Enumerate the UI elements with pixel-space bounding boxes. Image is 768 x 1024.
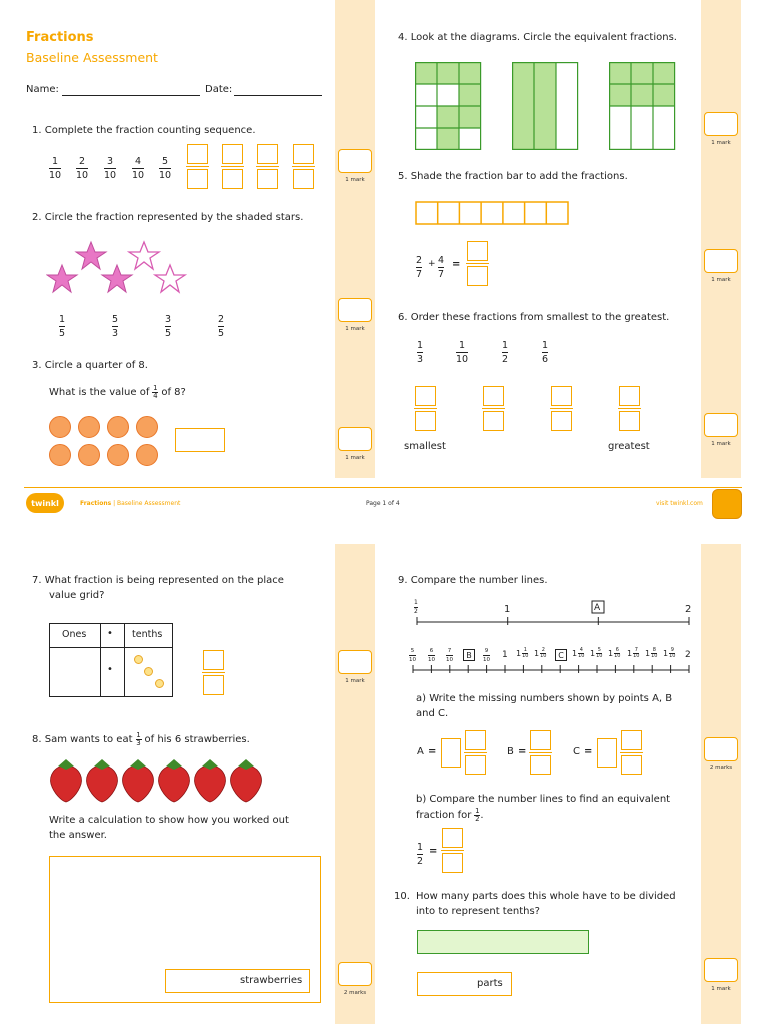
mark-label-q2: 1 mark bbox=[345, 326, 365, 332]
denominator: 4 bbox=[153, 392, 158, 400]
q9b-answer-fraction[interactable] bbox=[441, 828, 464, 873]
q1-answer-fraction-4[interactable] bbox=[292, 144, 315, 189]
question-10-text-line1: How many parts does this whole have to be divided bbox=[416, 891, 676, 902]
twinkl-logo-text: twinkl bbox=[31, 498, 59, 508]
numerator: 1 bbox=[52, 156, 59, 167]
q1-fraction-1 bbox=[49, 156, 61, 181]
mark-box-q3[interactable] bbox=[338, 427, 372, 451]
mark-box-q7[interactable] bbox=[338, 650, 372, 674]
denominator: 10 bbox=[76, 170, 89, 181]
answer-a-whole-box[interactable] bbox=[441, 738, 461, 768]
nl2-label-14 bbox=[645, 648, 657, 659]
numerator: 8 bbox=[652, 647, 656, 653]
numerator: 1 bbox=[414, 599, 418, 606]
q2-option-1[interactable] bbox=[59, 314, 65, 339]
point-c-label: C bbox=[558, 651, 564, 660]
numerator: 1 bbox=[542, 340, 549, 351]
denominator: 2 bbox=[502, 354, 509, 365]
nl2-label-11-whole: 1 bbox=[590, 649, 596, 658]
nl2-label-12 bbox=[608, 648, 620, 659]
q6-answer-fraction-1[interactable] bbox=[414, 386, 437, 431]
question-8-subtext-line1: Write a calculation to show how you worked out bbox=[49, 815, 289, 826]
q6-fraction-3 bbox=[502, 340, 508, 365]
denominator: 5 bbox=[165, 328, 172, 339]
q3-sub-post: of 8? bbox=[161, 386, 186, 398]
number-line-1-start bbox=[414, 600, 418, 615]
q1-answer-fraction-1[interactable] bbox=[186, 144, 209, 189]
nl2-label-5 bbox=[483, 648, 490, 663]
question-1-text: 1. Complete the fraction counting sequence. bbox=[32, 125, 256, 136]
date-field[interactable] bbox=[234, 95, 322, 96]
q4-diagram-3[interactable] bbox=[609, 62, 677, 150]
counter-circle[interactable] bbox=[107, 444, 129, 466]
mark-box-q8[interactable] bbox=[338, 962, 372, 986]
question-10-text-line2: into to represent tenths? bbox=[416, 906, 540, 917]
question-9b-text-line2 bbox=[416, 808, 484, 823]
mark-strip-right-bottom bbox=[701, 544, 741, 1024]
star-outline-icon bbox=[155, 265, 185, 292]
twinkl-badge-icon bbox=[712, 489, 742, 519]
mark-label-q1: 1 mark bbox=[345, 177, 365, 183]
grid-col-line-2 bbox=[124, 624, 125, 696]
denominator: 2 bbox=[475, 815, 480, 823]
q6-fraction-1 bbox=[417, 340, 423, 365]
numerator: 1 bbox=[417, 340, 424, 351]
question-6-text: 6. Order these fractions from smallest to the greatest. bbox=[398, 312, 670, 323]
footer-sep: | bbox=[111, 500, 118, 507]
number-line-1 bbox=[405, 598, 700, 626]
whole-bar[interactable] bbox=[417, 930, 589, 954]
question-3-subtext bbox=[49, 385, 186, 400]
denominator: 3 bbox=[112, 328, 119, 339]
q3-answer-box[interactable] bbox=[175, 428, 225, 452]
q1-fraction-2 bbox=[76, 156, 88, 181]
answer-c-whole-box[interactable] bbox=[597, 738, 617, 768]
q5-answer-fraction[interactable] bbox=[466, 241, 489, 286]
numerator: 1 bbox=[417, 842, 424, 853]
mark-label-q10: 1 mark bbox=[711, 986, 731, 992]
q1-fraction-3 bbox=[104, 156, 116, 181]
numerator: 1 bbox=[59, 314, 66, 325]
q4-diagram-2[interactable] bbox=[512, 62, 580, 150]
nl2-label-12-whole: 1 bbox=[608, 649, 614, 658]
nl2-label-8-whole: 1 bbox=[534, 649, 540, 658]
q2-stars bbox=[46, 240, 196, 295]
mark-label-q4: 1 mark bbox=[711, 140, 731, 146]
q3-sub-pre: What is the value of bbox=[49, 386, 150, 398]
numerator: 1 bbox=[475, 807, 480, 815]
question-7-text-line1: 7. What fraction is being represented on the place bbox=[32, 575, 284, 586]
q1-answer-fraction-3[interactable] bbox=[256, 144, 279, 189]
q1-fraction-4 bbox=[132, 156, 144, 181]
nl2-label-15 bbox=[663, 648, 675, 659]
mark-box-q9[interactable] bbox=[704, 737, 738, 761]
nl2-label-2 bbox=[428, 648, 435, 663]
tenths-counter bbox=[144, 667, 153, 676]
q2-option-3[interactable] bbox=[165, 314, 171, 339]
mark-label-q9: 2 marks bbox=[709, 765, 733, 771]
point-b-label: B bbox=[466, 651, 472, 660]
question-5-text: 5. Shade the fraction bar to add the fractions. bbox=[398, 171, 628, 182]
numerator: 2 bbox=[79, 156, 86, 167]
q6-answer-fraction-4[interactable] bbox=[618, 386, 641, 431]
nl2-label-7-whole: 1 bbox=[516, 649, 522, 658]
mark-box-q1[interactable] bbox=[338, 149, 372, 173]
question-9-text: 9. Compare the number lines. bbox=[398, 575, 548, 586]
denominator: 3 bbox=[136, 739, 141, 747]
strawberry-icon bbox=[159, 759, 190, 802]
mark-strip-left-bottom bbox=[335, 544, 375, 1024]
nl2-label-7 bbox=[516, 648, 528, 659]
answer-c-equals: = bbox=[584, 746, 593, 757]
mark-box-q5[interactable] bbox=[704, 249, 738, 273]
denominator: 5 bbox=[59, 328, 66, 339]
footer-divider bbox=[24, 487, 742, 488]
numerator: 2 bbox=[541, 647, 545, 653]
denominator: 6 bbox=[542, 354, 549, 365]
grid-col-line-1 bbox=[100, 624, 101, 696]
numerator: 1 bbox=[153, 384, 158, 392]
q8-text-post: of his 6 strawberries. bbox=[144, 733, 250, 745]
q5-fraction-b bbox=[438, 255, 444, 280]
numerator: 7 bbox=[447, 648, 452, 654]
question-4-text: 4. Look at the diagrams. Circle the equivalent fractions. bbox=[398, 32, 677, 43]
q2-option-2[interactable] bbox=[112, 314, 118, 339]
counter-circle[interactable] bbox=[136, 444, 158, 466]
denominator: 10 bbox=[596, 653, 603, 659]
q6-answer-fraction-3[interactable] bbox=[550, 386, 573, 431]
strawberry-icon bbox=[123, 759, 154, 802]
denominator: 10 bbox=[614, 653, 621, 659]
nl2-label-10-whole: 1 bbox=[572, 649, 578, 658]
question-9a-text-line1: a) Write the missing numbers shown by points A, B bbox=[416, 693, 673, 704]
answer-b-equals: = bbox=[518, 746, 527, 757]
place-value-grid bbox=[49, 623, 173, 697]
q1-fraction-5 bbox=[159, 156, 171, 181]
nl2-label-8 bbox=[534, 648, 546, 659]
question-2-text: 2. Circle the fraction represented by the shaded stars. bbox=[32, 212, 304, 223]
greatest-label: greatest bbox=[608, 441, 650, 452]
denominator: 10 bbox=[633, 653, 640, 659]
denominator: 10 bbox=[132, 170, 145, 181]
star-shaded-icon bbox=[47, 265, 77, 292]
numerator: 3 bbox=[107, 156, 114, 167]
denominator: 10 bbox=[522, 653, 529, 659]
mark-strip-right-top bbox=[701, 0, 741, 478]
mark-label-q6: 1 mark bbox=[711, 441, 731, 447]
denominator: 10 bbox=[651, 653, 658, 659]
star-shaded-icon bbox=[102, 265, 132, 292]
counter-circle[interactable] bbox=[107, 416, 129, 438]
mark-box-q10[interactable] bbox=[704, 958, 738, 982]
q5-fraction-bar[interactable] bbox=[415, 201, 570, 225]
grid-decimal-dot: • bbox=[107, 664, 113, 675]
name-label: Name: bbox=[26, 84, 59, 95]
denominator: 10 bbox=[578, 653, 585, 659]
answer-a-equals: = bbox=[428, 746, 437, 757]
smallest-label: smallest bbox=[404, 441, 446, 452]
page-title: Fractions bbox=[26, 30, 94, 45]
q9b-lhs-fraction bbox=[417, 842, 423, 867]
question-10-number: 10. bbox=[394, 891, 410, 902]
denominator: 2 bbox=[417, 856, 424, 867]
denominator: 2 bbox=[414, 608, 418, 615]
q1-answer-fraction-2[interactable] bbox=[221, 144, 244, 189]
footer-title-main: Fractions bbox=[80, 500, 112, 507]
grid-header-dot: • bbox=[107, 628, 113, 639]
denominator: 10 bbox=[409, 657, 416, 663]
numerator: 4 bbox=[135, 156, 142, 167]
q6-fraction-4 bbox=[542, 340, 548, 365]
nl2-label-13 bbox=[627, 648, 639, 659]
mark-label-q7: 1 mark bbox=[345, 678, 365, 684]
nl2-label-10 bbox=[572, 648, 584, 659]
star-shaded-icon bbox=[76, 242, 106, 269]
q5-fraction-a bbox=[416, 255, 422, 280]
nl2-label-11 bbox=[590, 648, 602, 659]
numerator: 4 bbox=[579, 647, 583, 653]
twinkl-logo-icon bbox=[26, 493, 64, 513]
mark-label-q5: 1 mark bbox=[711, 277, 731, 283]
numerator: 5 bbox=[410, 648, 415, 654]
answer-b-label: B bbox=[507, 746, 514, 757]
name-field[interactable] bbox=[62, 95, 200, 96]
denominator: 3 bbox=[417, 354, 424, 365]
numerator: 6 bbox=[429, 648, 434, 654]
strawberry-icon bbox=[195, 759, 226, 802]
number-line-1-end: 2 bbox=[685, 604, 692, 615]
counter-circle[interactable] bbox=[49, 416, 71, 438]
grid-header-ones: Ones bbox=[62, 629, 87, 640]
q9b-text-post: . bbox=[480, 809, 484, 821]
counter-circle[interactable] bbox=[49, 444, 71, 466]
mark-strip-left-top bbox=[335, 0, 375, 478]
numerator: 1 bbox=[523, 647, 527, 653]
page-subtitle: Baseline Assessment bbox=[26, 50, 158, 65]
numerator: 7 bbox=[634, 647, 638, 653]
answer-c-label: C bbox=[573, 746, 580, 757]
question-8-subtext-line2: the answer. bbox=[49, 830, 107, 841]
question-9a-text-line2: and C. bbox=[416, 708, 449, 719]
denominator: 10 bbox=[456, 354, 469, 365]
q10-unit-label: parts bbox=[477, 978, 503, 989]
footer-title bbox=[80, 500, 180, 507]
number-line-1-mid: 1 bbox=[504, 604, 511, 615]
q2-option-4[interactable] bbox=[218, 314, 224, 339]
question-9b-text-line1: b) Compare the number lines to find an equivalent bbox=[416, 794, 671, 805]
numerator: 5 bbox=[597, 647, 601, 653]
denominator: 7 bbox=[438, 269, 445, 280]
mark-label-q3: 1 mark bbox=[345, 455, 365, 461]
nl2-label-1 bbox=[409, 648, 416, 663]
q4-diagram-1[interactable] bbox=[415, 62, 483, 150]
nl2-label-3 bbox=[446, 648, 453, 663]
mark-box-q6[interactable] bbox=[704, 413, 738, 437]
counter-circle[interactable] bbox=[136, 416, 158, 438]
q8-unit-label: strawberries bbox=[240, 975, 303, 986]
strawberry-icon bbox=[231, 759, 262, 802]
strawberry-icon bbox=[51, 759, 82, 802]
question-8-text bbox=[32, 732, 250, 747]
answer-a-label: A bbox=[417, 746, 424, 757]
denominator: 10 bbox=[669, 653, 676, 659]
mark-box-q4[interactable] bbox=[704, 112, 738, 136]
denominator: 10 bbox=[540, 653, 547, 659]
numerator: 9 bbox=[670, 647, 674, 653]
q9b-text-pre: fraction for bbox=[416, 809, 472, 821]
nl2-label-16: 2 bbox=[685, 650, 691, 660]
tenths-counter bbox=[155, 679, 164, 688]
nl2-label-14-whole: 1 bbox=[645, 649, 651, 658]
grid-header-tenths: tenths bbox=[132, 629, 163, 640]
nl2-label-6: 1 bbox=[502, 650, 508, 660]
nl2-label-13-whole: 1 bbox=[627, 649, 633, 658]
numerator: 3 bbox=[165, 314, 172, 325]
numerator: 1 bbox=[136, 731, 141, 739]
tenths-counter bbox=[134, 655, 143, 664]
date-label: Date: bbox=[205, 84, 233, 95]
numerator: 2 bbox=[416, 255, 423, 266]
denominator: 10 bbox=[104, 170, 117, 181]
point-a-label: A bbox=[594, 603, 601, 613]
denominator: 10 bbox=[446, 657, 453, 663]
numerator: 2 bbox=[218, 314, 225, 325]
mark-box-q2[interactable] bbox=[338, 298, 372, 322]
denominator: 10 bbox=[159, 170, 172, 181]
numerator: 6 bbox=[615, 647, 619, 653]
strawberry-icon bbox=[87, 759, 118, 802]
numerator: 1 bbox=[459, 340, 466, 351]
plus-sign: + bbox=[428, 259, 436, 269]
grid-header-line bbox=[50, 647, 172, 648]
mark-label-q8: 2 marks bbox=[343, 990, 367, 996]
answer-a-fraction[interactable] bbox=[464, 730, 487, 775]
denominator: 10 bbox=[428, 657, 435, 663]
question-3-text: 3. Circle a quarter of 8. bbox=[32, 360, 148, 371]
q6-answer-fraction-2[interactable] bbox=[482, 386, 505, 431]
equals-sign: = bbox=[452, 259, 461, 270]
page-number: Page 1 of 4 bbox=[366, 500, 400, 507]
strawberries-image bbox=[48, 758, 264, 804]
denominator: 10 bbox=[49, 170, 62, 181]
nl2-label-15-whole: 1 bbox=[663, 649, 669, 658]
denominator: 7 bbox=[416, 269, 423, 280]
numerator: 4 bbox=[438, 255, 445, 266]
q9b-equals: = bbox=[429, 846, 438, 857]
answer-c-fraction[interactable] bbox=[620, 730, 643, 775]
point-c-box bbox=[555, 649, 567, 661]
denominator: 10 bbox=[483, 657, 490, 663]
numerator: 9 bbox=[484, 648, 489, 654]
denominator: 5 bbox=[218, 328, 225, 339]
counter-circle[interactable] bbox=[78, 444, 100, 466]
numerator: 5 bbox=[112, 314, 119, 325]
numerator: 1 bbox=[502, 340, 509, 351]
q6-fraction-2 bbox=[456, 340, 468, 365]
question-7-text-line2: value grid? bbox=[49, 590, 105, 601]
numerator: 5 bbox=[162, 156, 169, 167]
star-outline-icon bbox=[129, 242, 159, 269]
point-b-box bbox=[463, 649, 475, 661]
footer-subtitle: Baseline Assessment bbox=[117, 500, 181, 507]
footer-site-link[interactable]: visit twinkl.com bbox=[656, 500, 703, 507]
answer-b-fraction[interactable] bbox=[529, 730, 552, 775]
q7-answer-fraction[interactable] bbox=[202, 650, 225, 695]
q8-text-pre: 8. Sam wants to eat bbox=[32, 733, 133, 745]
counter-circle[interactable] bbox=[78, 416, 100, 438]
